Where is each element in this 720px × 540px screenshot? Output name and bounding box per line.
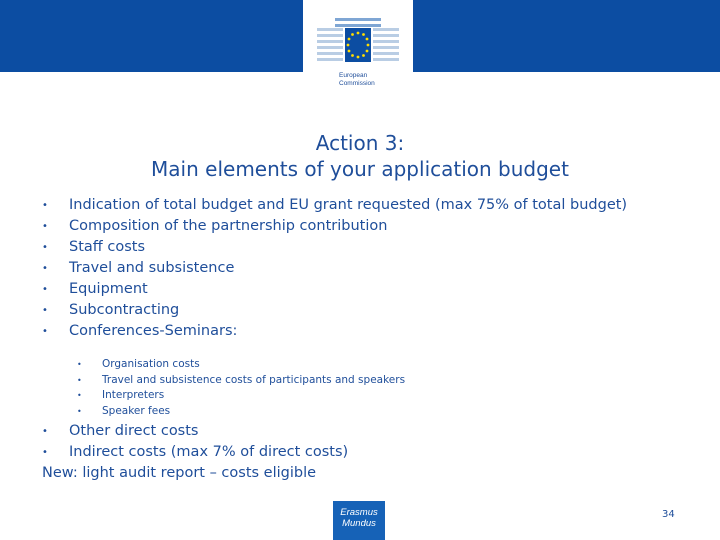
list-item: • Travel and subsistence [42, 258, 662, 279]
list-item: • Staff costs [42, 237, 662, 258]
sublist-item: • Speaker fees [77, 404, 405, 420]
sublist-item: • Travel and subsistence costs of participants and speakers [77, 373, 405, 389]
european-commission-logo [303, 0, 413, 98]
slide-title [0, 130, 720, 182]
list-item: • Indication of total budget and EU grant requested (max 75% of total budget) [42, 195, 662, 216]
logo-text-line2: Commission [339, 80, 375, 87]
list-item: • Conferences-Seminars: [42, 321, 662, 342]
budget-elements-list [42, 195, 662, 342]
logo-text-line1: European [339, 72, 368, 79]
list-item: • Equipment [42, 279, 662, 300]
list-item: • Composition of the partnership contribution [42, 216, 662, 237]
conference-costs-sublist [77, 357, 405, 419]
badge-line2: Mundus [342, 518, 376, 529]
badge-line1: Erasmus [340, 507, 378, 518]
slide-title-line2: Main elements of your application budget [151, 157, 569, 181]
erasmus-mundus-logo [333, 501, 385, 540]
list-item: • Subcontracting [42, 300, 662, 321]
sublist-item: • Organisation costs [77, 357, 405, 373]
other-costs-list [42, 421, 662, 463]
page-number: 34 [662, 509, 675, 520]
slide-title-line1: Action 3: [315, 131, 405, 155]
logo-text [339, 72, 375, 88]
european-commission-logo-icon [313, 8, 403, 70]
list-item: • Other direct costs [42, 421, 662, 442]
list-item: • Indirect costs (max 7% of direct costs) [42, 442, 662, 463]
sublist-item: • Interpreters [77, 388, 405, 404]
audit-note: New: light audit report – costs eligible [42, 465, 317, 481]
